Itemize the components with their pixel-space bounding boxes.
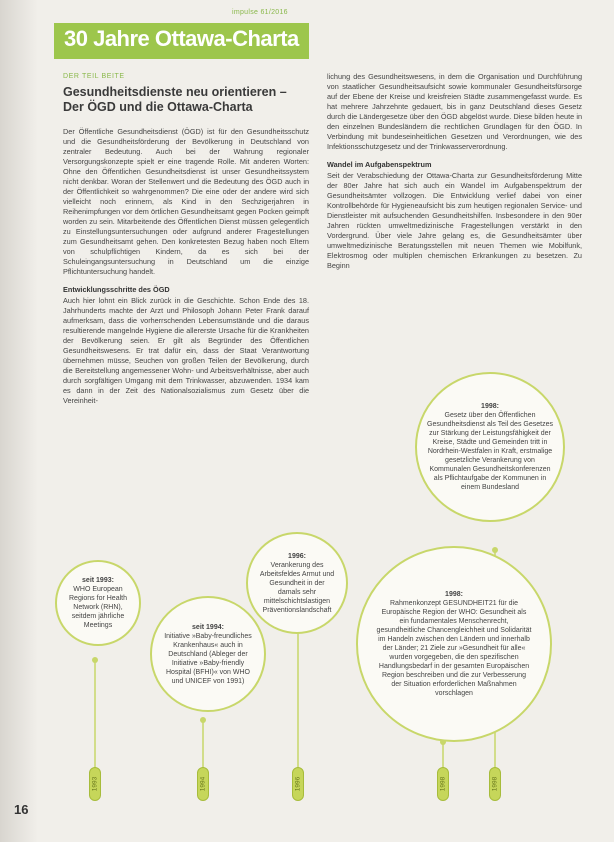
timeline-bubble-1998-nrw (415, 372, 565, 522)
paragraph: Auch hier lohnt ein Blick zurück in die Geschichte. Schon Ende des 18. Jahrhunderts machte der Arzt und Philosoph Johann Peter Frank darauf aufmerksam, dass die vorherrschenden Lebensumstände und die daraus resultierende mangelnde Hygiene die allererste Ursache für die Krankheiten der Bevölkerung seien. Er gilt als Begründer des Öffentlichen Gesundheitswesens. Er trat dafür ein, dass der Staat Verantwortung übernehmen müsse, Seuchen von großen Teilen der Bevölkerung, durch die Bereitstellung angemessener Wohn- und Arbeitsverhältnisse, aber auch durch sorgfältigen Umgang mit dem Trinkwasser, abzuwenden. 1934 kam es dann in der Zeit des Nationalsozialismus zum Gesetz über die Vereinheit- (63, 296, 309, 405)
headline-line-1: Gesundheitsdienste neu orientieren – (63, 85, 287, 99)
subheading: Entwicklungsschritte des ÖGD (63, 285, 170, 294)
bubble-year: 1996: (288, 552, 306, 560)
bubble-year: 1998: (481, 403, 499, 410)
paragraph: Der Öffentliche Gesundheitsdienst (ÖGD) ist für den Gesundheitsschutz und die Gesundheitsförderung der Bevölkerung in Deutschland von zentraler Bedeutung. Auch bei der Wahrung regionaler Versorgungskonzepte spielt er eine tragende Rolle. Mit anderen Worten: Ohne den Öffentlichen Gesundheitsdienst ist unser Gesundheitssystem nicht denkbar. Woran der Stellenwert und die Bedeutung des ÖGD auch in der Öffentlichkeit so wahrgenommen? Die eine oder der andere wird sich vielleicht noch erinnern, als Kind in den Sechzigerjahren in Reihenimpfungen vor dem örtlichen Gesundheitsamt gegen Pocken geimpft worden zu sein. Mitarbeitende des Öffentlichen Dienst müssen gelegentlich zu Einstellungsuntersuchungen oder aufgrund anderer Fragestellungen zum Gesundheitsamt gehen. Den konkretesten Bezug haben noch Eltern von schulpflichtigen Kindern, da es sich bei der Schuleingangsuntersuchung in Deutschland um die einzige Pflichtuntersuchung handelt. (63, 127, 309, 276)
bubble-year: 1998: (445, 591, 463, 598)
timeline-bubble-1996 (246, 532, 348, 634)
year-tag-label: 1994 (199, 776, 207, 792)
banner-title: 30 Jahre Ottawa-Charta (64, 26, 299, 51)
year-tag-1994 (197, 767, 209, 801)
bubble-text: Gesetz über den Öffentlichen Gesundheitsdienst als Teil des Gesetzes zur Stärkung der Leistungsfähigkeit der Kreise, Städte und Gemeinden tritt in Nordrhein-Westfalen in Kraft, erstmalige gesetzliche Verankerung von Kommunalen Gesundheitskonferenzen als Pflichtaufgabe der Kommunen in einem Bundesland (427, 412, 553, 491)
year-tag-1993 (89, 767, 101, 801)
year-tag-label: 1998 (491, 776, 499, 792)
year-tag-1998-a (437, 767, 449, 801)
headline-line-2: Der ÖGD und die Ottawa-Charta (63, 100, 253, 114)
bubble-text: WHO European Regions for Health Network (RHN), seitdem jährliche Meetings (69, 586, 127, 629)
paragraph: lichung des Gesundheitswesens, in dem die Organisation und Durchführung von staatlicher Gesundheitsaufsicht sowie kommunaler Gesundheitsfürsorge auf der Ebene der Kreise und kreisfreien Städte zusammengefasst wurde. Es hat mehrere Jahrzehnte gedauert, bis in ganz Deutschland dieses Gesetz durch die Ländergesetze über den ÖGD abgelöst wurde. Diese bilden heute in den einzelnen Bundesländern die rechtlichen Grundlagen für den ÖGD. In Verbindung mit bundeseinheitlichen Gesetzen und Verordnungen, wie des Infektionsschutzgesetz und der Trinkwasserverordnung. (327, 72, 582, 151)
issue-label: impulse 61/2016 (232, 9, 288, 16)
timeline-bubble-1998-gesundheit21 (356, 546, 552, 742)
bubble-text: Rahmenkonzept GESUNDHEIT21 für die Europäische Region der WHO: Gesundheit als ein fundamentales Menschenrecht, gesundheitliche Chancengleichheit und Solidarität im Handeln zwischen den Ländern und innerhalb der Länder; 21 Ziele zur »Gesundheit für alle« wurden vorgegeben, die den spezifischen Handlungsbedarf in der gesamten Europäischen Region beschreiben und die zur Verbesserung der Situation erforderlichen Maßnahmen vorschlagen (376, 600, 532, 697)
year-tag-1998-b (489, 767, 501, 801)
year-tag-label: 1998 (439, 776, 447, 792)
bubble-year: seit 1993: (82, 577, 114, 584)
subheading: Wandel im Aufgabenspektrum (327, 160, 432, 169)
paragraph: Seit der Verabschiedung der Ottawa-Charta zur Gesundheitsförderung Mitte der 80er Jahre hat sich auch ein Wandel im Aufgabenspektrum der Gesundheitsämter vollzogen. Die Entwicklung verlief dabei von einer Kontrollbehörde für Hygieneaufsicht bis zum heutigen regionalen Service- und Dienstleister mit aufsuchenden Gesundheitshilfen. Insbesondere in den 90er Jahren rückten umweltmedizinische Fragestellungen verstärkt in den Vordergrund. Über viele Jahre gelang es, die Gesundheitsämter über umweltmedizinische Beratungsstellen mit neuen Themen wie Mobilfunk, Elektrosmog oder multiplen chemischen Erkrankungen zu besetzen. Zu Beginn (327, 171, 582, 270)
timeline-bubble-1993 (55, 560, 141, 646)
year-tag-label: 1996 (294, 776, 302, 792)
year-tag-label: 1993 (91, 776, 99, 792)
page-number: 16 (14, 802, 29, 817)
bubble-year: seit 1994: (192, 623, 224, 631)
timeline-bubble-1994 (150, 596, 266, 712)
bubble-text: Verankerung des Arbeitsfeldes Armut und Gesundheit in der damals sehr mittelschichtslastigen Präventionslandschaft (259, 561, 335, 614)
bubble-text: Initiative »Baby-freundliches Krankenhaus« auch in Deutschland (Ableger der Initiative »Baby-friendly Hospital (BFHI)« von WHO und UNICEF von 1991) (164, 632, 252, 685)
article-kicker: DER TEIL BEITE (63, 73, 125, 80)
year-tag-1996 (292, 767, 304, 801)
